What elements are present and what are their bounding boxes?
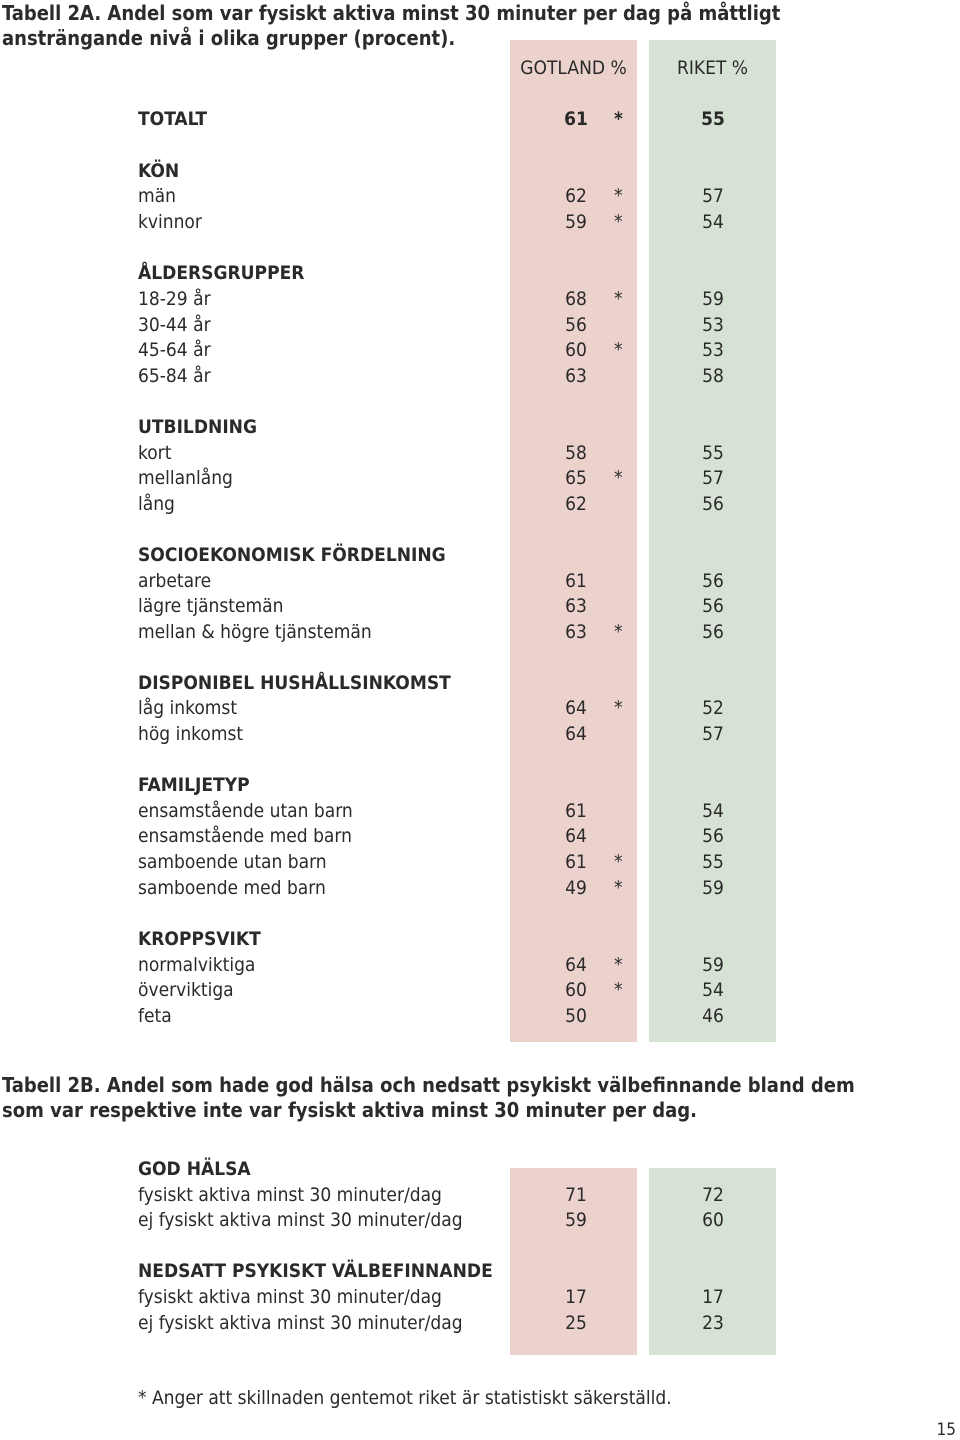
riket-value: 52 [702, 697, 724, 719]
row-label: 30-44 år [138, 314, 211, 336]
row-label: män [138, 185, 176, 207]
footnote: * Anger att skillnaden gentemot riket är statistiskt säkerställd. [138, 1387, 672, 1409]
row-label: lägre tjänstemän [138, 595, 284, 617]
gotland-value: 68 * [565, 288, 623, 310]
gotland-value: 64 * [565, 697, 623, 719]
gotland-value: 61 [565, 800, 587, 822]
row-label: låg inkomst [138, 697, 238, 719]
riket-value: 56 [702, 621, 724, 643]
gotland-value: 56 [565, 314, 587, 336]
row-label: ensamstående utan barn [138, 800, 353, 822]
riket-value: 46 [702, 1005, 724, 1027]
row-label: normalviktiga [138, 954, 256, 976]
group-title-kroppsvikt: KROPPSVIKT [138, 928, 261, 950]
total-riket-value: 55 [701, 108, 725, 130]
row-label: ej fysiskt aktiva minst 30 minuter/dag [138, 1209, 463, 1231]
total-label: TOTALT [138, 108, 208, 130]
riket-value: 54 [702, 800, 724, 822]
row-label: feta [138, 1005, 172, 1027]
row-label: ensamstående med barn [138, 825, 352, 847]
group-title-aldersgrupper: ÅLDERSGRUPPER [138, 262, 305, 284]
row-label: mellanlång [138, 467, 233, 489]
gotland-value: 61 [565, 570, 587, 592]
riket-value: 53 [702, 339, 724, 361]
group-title-kon: KÖN [138, 160, 180, 182]
gotland-value: 25 [565, 1312, 587, 1334]
row-label: fysiskt aktiva minst 30 minuter/dag [138, 1184, 442, 1206]
table-2b-caption-line2: som var respektive inte var fysiskt aktiva minst 30 minuter per dag. [2, 1098, 697, 1122]
riket-value: 57 [702, 185, 724, 207]
riket-value: 59 [702, 877, 724, 899]
riket-value: 55 [702, 442, 724, 464]
group-title-utbildning: UTBILDNING [138, 416, 258, 438]
row-label: samboende utan barn [138, 851, 327, 873]
gotland-value: 63 * [565, 621, 623, 643]
gotland-column-header: GOTLAND % [520, 57, 627, 79]
row-label: hög inkomst [138, 723, 244, 745]
row-label: 18-29 år [138, 288, 211, 310]
gotland-value: 65 * [565, 467, 623, 489]
group-title-familjetyp: FAMILJETYP [138, 774, 250, 796]
riket-value: 60 [702, 1209, 724, 1231]
table-2a-caption-line2: ansträngande nivå i olika grupper (procent). [2, 26, 456, 50]
gotland-value: 63 [565, 365, 587, 387]
riket-value: 56 [702, 825, 724, 847]
row-label: kort [138, 442, 172, 464]
riket-value: 56 [702, 493, 724, 515]
gotland-value: 58 [565, 442, 587, 464]
table-2a-caption-line1: Tabell 2A. Andel som var fysiskt aktiva minst 30 minuter per dag på måttligt [2, 1, 781, 25]
gotland-value: 71 [565, 1184, 587, 1206]
row-label: mellan & högre tjänstemän [138, 621, 372, 643]
gotland-value: 60 * [565, 979, 623, 1001]
riket-value: 57 [702, 723, 724, 745]
group-title-inkomst: DISPONIBEL HUSHÅLLSINKOMST [138, 672, 451, 694]
riket-value: 59 [702, 954, 724, 976]
row-label: samboende med barn [138, 877, 326, 899]
riket-value: 55 [702, 851, 724, 873]
page-number: 15 [936, 1420, 956, 1440]
group-title-god-halsa: GOD HÄLSA [138, 1158, 251, 1180]
riket-value: 17 [702, 1286, 724, 1308]
row-label: överviktiga [138, 979, 234, 1001]
gotland-value: 63 [565, 595, 587, 617]
riket-value: 54 [702, 211, 724, 233]
total-gotland-value: 61 * [564, 108, 623, 130]
row-label: lång [138, 493, 175, 515]
riket-value: 59 [702, 288, 724, 310]
row-label: 65-84 år [138, 365, 211, 387]
gotland-value: 64 [565, 825, 587, 847]
row-label: arbetare [138, 570, 212, 592]
gotland-value: 50 [565, 1005, 587, 1027]
gotland-value: 62 [565, 493, 587, 515]
gotland-value: 17 [565, 1286, 587, 1308]
gotland-value: 60 * [565, 339, 623, 361]
gotland-value: 49 * [565, 877, 623, 899]
riket-value: 72 [702, 1184, 724, 1206]
row-label: kvinnor [138, 211, 202, 233]
gotland-value: 61 * [565, 851, 623, 873]
riket-column-header: RIKET % [676, 57, 749, 79]
significance-marker: * [614, 108, 623, 130]
group-title-nedsatt: NEDSATT PSYKISKT VÄLBEFINNANDE [138, 1260, 493, 1282]
riket-value: 56 [702, 570, 724, 592]
gotland-value: 64 * [565, 954, 623, 976]
riket-value: 58 [702, 365, 724, 387]
gotland-value: 64 [565, 723, 587, 745]
riket-value: 53 [702, 314, 724, 336]
group-title-socioekonomisk: SOCIOEKONOMISK FÖRDELNING [138, 544, 446, 566]
riket-value: 56 [702, 595, 724, 617]
row-label: 45-64 år [138, 339, 211, 361]
gotland-value: 62 * [565, 185, 623, 207]
riket-value: 54 [702, 979, 724, 1001]
row-label: ej fysiskt aktiva minst 30 minuter/dag [138, 1312, 463, 1334]
riket-value: 57 [702, 467, 724, 489]
row-label: fysiskt aktiva minst 30 minuter/dag [138, 1286, 442, 1308]
gotland-value: 59 * [565, 211, 623, 233]
table-2b-caption-line1: Tabell 2B. Andel som hade god hälsa och nedsatt psykiskt välbefinnande bland dem [2, 1073, 855, 1097]
riket-value: 23 [702, 1312, 724, 1334]
gotland-value: 59 [565, 1209, 587, 1231]
